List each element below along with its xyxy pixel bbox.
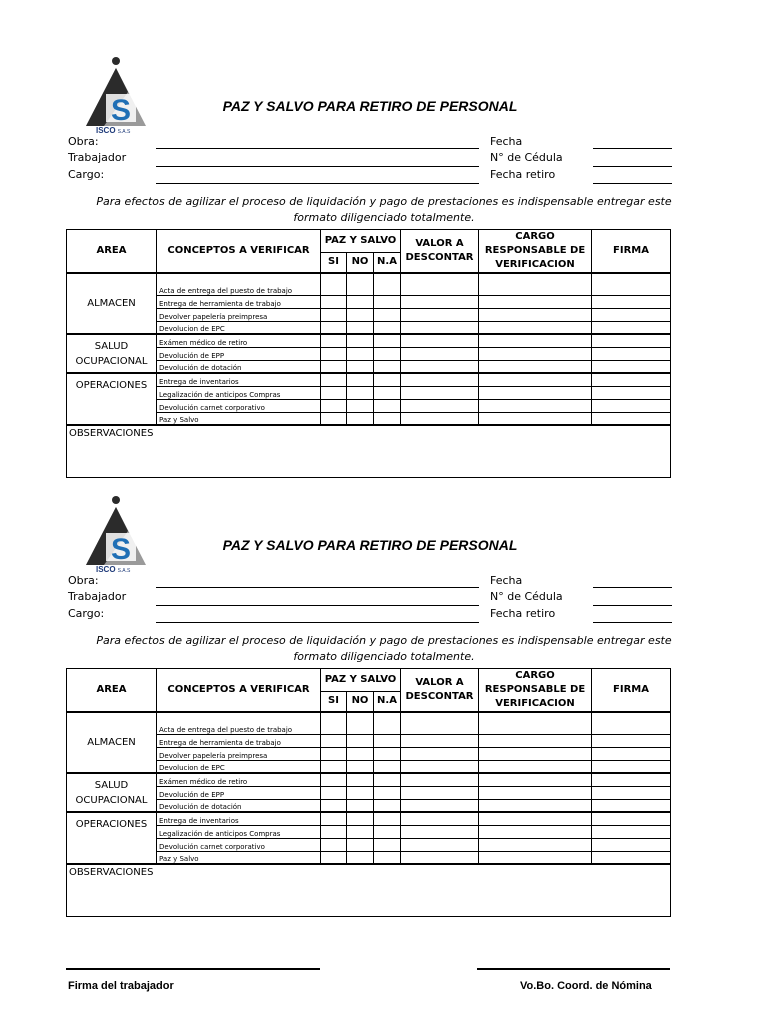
concept-label: Acta de entrega del puesto de trabajo (157, 712, 321, 734)
header-valor-line1: VALOR A (415, 238, 464, 249)
valor-cell[interactable] (401, 747, 479, 760)
payroll-signature-line[interactable] (477, 968, 670, 970)
si-cell[interactable] (321, 712, 347, 734)
na-cell[interactable] (374, 308, 401, 321)
worker-signature-label: Firma del trabajador (68, 980, 174, 992)
area-salud-line2: OCUPACIONAL (75, 355, 148, 367)
si-cell[interactable] (321, 360, 347, 373)
header-firma: FIRMA (592, 669, 671, 713)
cedula-label: N° de Cédula (490, 590, 563, 603)
fecha-input-line[interactable] (593, 587, 672, 588)
cedula-label: N° de Cédula (490, 151, 563, 164)
verification-table (66, 229, 671, 478)
logo-wordmark: ISCO S.A.S (96, 126, 131, 135)
na-cell[interactable] (374, 747, 401, 760)
table-row (67, 851, 671, 864)
table-row (67, 334, 671, 347)
area-almacen: ALMACEN (67, 712, 157, 773)
svg-text:S: S (110, 533, 132, 566)
firma-cell[interactable] (592, 799, 671, 812)
svg-text:S: S (110, 94, 132, 127)
concept-label: Devolución de dotación (157, 799, 321, 812)
no-cell[interactable] (347, 747, 374, 760)
table-row (67, 747, 671, 760)
valor-cell[interactable] (401, 399, 479, 412)
note-line-2: formato diligenciado totalmente. (293, 211, 475, 224)
table-row (67, 412, 671, 425)
valor-cell[interactable] (401, 412, 479, 425)
concept-label: Exámen médico de retiro (157, 334, 321, 347)
firma-cell[interactable] (592, 308, 671, 321)
table-row (67, 360, 671, 373)
cargo-cell[interactable] (479, 386, 592, 399)
header-si: SI (321, 691, 347, 712)
cargo-cell[interactable] (479, 295, 592, 308)
concept-label: Entrega de inventarios (157, 373, 321, 386)
firma-cell[interactable] (592, 334, 671, 347)
firma-cell[interactable] (592, 347, 671, 360)
si-cell[interactable] (321, 734, 347, 747)
table-row (67, 734, 671, 747)
observaciones-box[interactable]: OBSERVACIONES (67, 864, 671, 916)
table-row (67, 347, 671, 360)
header-paz-y-salvo: PAZ Y SALVO (321, 669, 401, 692)
fecha-retiro-input-line[interactable] (593, 622, 672, 623)
valor-cell[interactable] (401, 334, 479, 347)
firma-cell[interactable] (592, 321, 671, 334)
table-row (67, 273, 671, 295)
table-row (67, 712, 671, 734)
no-cell[interactable] (347, 321, 374, 334)
na-cell[interactable] (374, 334, 401, 347)
header-na: N.A (374, 691, 401, 712)
no-cell[interactable] (347, 734, 374, 747)
cargo-cell[interactable] (479, 786, 592, 799)
table-row (67, 399, 671, 412)
cargo-cell[interactable] (479, 373, 592, 386)
header-area: AREA (67, 669, 157, 713)
area-salud-line2: OCUPACIONAL (75, 794, 148, 806)
observaciones-box[interactable]: OBSERVACIONES (67, 425, 671, 477)
cargo-cell[interactable] (479, 360, 592, 373)
valor-cell[interactable] (401, 373, 479, 386)
cargo-cell[interactable] (479, 334, 592, 347)
concept-label: Entrega de herramienta de trabajo (157, 295, 321, 308)
firma-cell[interactable] (592, 295, 671, 308)
header-cargo-line2: RESPONSABLE DE (484, 245, 586, 256)
cargo-input-line[interactable] (156, 183, 479, 184)
no-cell[interactable] (347, 825, 374, 838)
concept-label: Entrega de inventarios (157, 812, 321, 825)
header-cargo-line3: VERIFICACION (495, 259, 575, 270)
header-na: N.A (374, 252, 401, 273)
fecha-retiro-label: Fecha retiro (490, 607, 556, 620)
si-cell[interactable] (321, 838, 347, 851)
na-cell[interactable] (374, 295, 401, 308)
firma-cell[interactable] (592, 851, 671, 864)
obra-input-line[interactable] (156, 587, 479, 588)
firma-cell[interactable] (592, 838, 671, 851)
valor-cell[interactable] (401, 712, 479, 734)
payroll-signature-label: Vo.Bo. Coord. de Nómina (520, 980, 652, 992)
area-operaciones: OPERACIONES (67, 373, 157, 425)
form-title: PAZ Y SALVO PARA RETIRO DE PERSONAL (222, 98, 518, 114)
si-cell[interactable] (321, 812, 347, 825)
valor-cell[interactable] (401, 347, 479, 360)
firma-cell[interactable] (592, 712, 671, 734)
firma-cell[interactable] (592, 386, 671, 399)
na-cell[interactable] (374, 851, 401, 864)
fecha-label: Fecha (490, 574, 523, 587)
concept-label: Entrega de herramienta de trabajo (157, 734, 321, 747)
trabajador-input-line[interactable] (156, 166, 479, 167)
si-cell[interactable] (321, 412, 347, 425)
no-cell[interactable] (347, 386, 374, 399)
firma-cell[interactable] (592, 373, 671, 386)
firma-cell[interactable] (592, 412, 671, 425)
cargo-cell[interactable] (479, 747, 592, 760)
cargo-cell[interactable] (479, 273, 592, 295)
valor-cell[interactable] (401, 838, 479, 851)
no-cell[interactable] (347, 308, 374, 321)
na-cell[interactable] (374, 273, 401, 295)
instructions-note (70, 194, 698, 226)
no-cell[interactable] (347, 412, 374, 425)
header-cargo (479, 669, 592, 713)
concept-label: Paz y Salvo (157, 412, 321, 425)
si-cell[interactable] (321, 347, 347, 360)
si-cell[interactable] (321, 273, 347, 295)
cargo-cell[interactable] (479, 838, 592, 851)
si-cell[interactable] (321, 760, 347, 773)
area-operaciones: OPERACIONES (67, 812, 157, 864)
firma-cell[interactable] (592, 273, 671, 295)
si-cell[interactable] (321, 295, 347, 308)
table-row (67, 812, 671, 825)
paz-y-salvo-form-2 (0, 495, 768, 935)
fecha-retiro-label: Fecha retiro (490, 168, 556, 181)
cargo-cell[interactable] (479, 760, 592, 773)
na-cell[interactable] (374, 838, 401, 851)
logo-wordmark: ISCO S.A.S (96, 565, 131, 574)
firma-cell[interactable] (592, 825, 671, 838)
firma-cell[interactable] (592, 399, 671, 412)
valor-cell[interactable] (401, 773, 479, 786)
table-row (67, 373, 671, 386)
na-cell[interactable] (374, 399, 401, 412)
no-cell[interactable] (347, 334, 374, 347)
table-row (67, 295, 671, 308)
table-row (67, 386, 671, 399)
fecha-retiro-input-line[interactable] (593, 183, 672, 184)
no-cell[interactable] (347, 295, 374, 308)
no-cell[interactable] (347, 712, 374, 734)
valor-cell[interactable] (401, 321, 479, 334)
fecha-label: Fecha (490, 135, 523, 148)
si-cell[interactable] (321, 321, 347, 334)
header-valor (401, 669, 479, 713)
header-cargo (479, 230, 592, 274)
si-cell[interactable] (321, 308, 347, 321)
concept-label: Legalización de anticipos Compras (157, 825, 321, 838)
cargo-input-line[interactable] (156, 622, 479, 623)
header-valor-line1: VALOR A (415, 677, 464, 688)
note-line-1: Para efectos de agilizar el proceso de liquidación y pago de prestaciones es indispensable entregar este (96, 195, 672, 208)
trabajador-label: Trabajador (68, 151, 127, 164)
cargo-cell[interactable] (479, 851, 592, 864)
firma-cell[interactable] (592, 773, 671, 786)
cargo-cell[interactable] (479, 734, 592, 747)
cargo-cell[interactable] (479, 308, 592, 321)
table-row (67, 308, 671, 321)
no-cell[interactable] (347, 786, 374, 799)
header-paz-y-salvo: PAZ Y SALVO (321, 230, 401, 253)
na-cell[interactable] (374, 360, 401, 373)
area-salud-line1: SALUD (94, 340, 129, 352)
firma-cell[interactable] (592, 747, 671, 760)
valor-cell[interactable] (401, 360, 479, 373)
worker-signature-line[interactable] (66, 968, 320, 970)
concept-label: Devolución carnet corporativo (157, 838, 321, 851)
cargo-cell[interactable] (479, 347, 592, 360)
table-row (67, 838, 671, 851)
cargo-cell[interactable] (479, 712, 592, 734)
si-cell[interactable] (321, 334, 347, 347)
valor-cell[interactable] (401, 308, 479, 321)
concept-label: Devolución de dotación (157, 360, 321, 373)
firma-cell[interactable] (592, 812, 671, 825)
header-concepts: CONCEPTOS A VERIFICAR (157, 230, 321, 274)
header-firma: FIRMA (592, 230, 671, 274)
cargo-cell[interactable] (479, 825, 592, 838)
no-cell[interactable] (347, 760, 374, 773)
cargo-cell[interactable] (479, 412, 592, 425)
na-cell[interactable] (374, 773, 401, 786)
no-cell[interactable] (347, 838, 374, 851)
header-cargo-line3: VERIFICACION (495, 698, 575, 709)
no-cell[interactable] (347, 373, 374, 386)
valor-cell[interactable] (401, 825, 479, 838)
valor-cell[interactable] (401, 386, 479, 399)
obra-label: Obra: (68, 135, 99, 148)
si-cell[interactable] (321, 747, 347, 760)
si-cell[interactable] (321, 373, 347, 386)
cargo-cell[interactable] (479, 399, 592, 412)
concept-label: Paz y Salvo (157, 851, 321, 864)
na-cell[interactable] (374, 825, 401, 838)
na-cell[interactable] (374, 347, 401, 360)
concept-label: Acta de entrega del puesto de trabajo (157, 273, 321, 295)
paz-y-salvo-form-1 (0, 56, 768, 496)
concept-label: Devolucion de EPC (157, 760, 321, 773)
na-cell[interactable] (374, 786, 401, 799)
table-row (67, 799, 671, 812)
table-row (67, 825, 671, 838)
instructions-note (70, 633, 698, 665)
note-line-1: Para efectos de agilizar el proceso de liquidación y pago de prestaciones es indispensable entregar este (96, 634, 672, 647)
area-almacen: ALMACEN (67, 273, 157, 334)
valor-cell[interactable] (401, 760, 479, 773)
header-valor-line2: DESCONTAR (405, 691, 474, 702)
header-no: NO (347, 691, 374, 712)
area-salud-ocupacional (67, 773, 157, 812)
si-cell[interactable] (321, 799, 347, 812)
na-cell[interactable] (374, 386, 401, 399)
concept-label: Exámen médico de retiro (157, 773, 321, 786)
obra-input-line[interactable] (156, 148, 479, 149)
obra-label: Obra: (68, 574, 99, 587)
valor-cell[interactable] (401, 799, 479, 812)
cargo-cell[interactable] (479, 799, 592, 812)
na-cell[interactable] (374, 412, 401, 425)
form-title: PAZ Y SALVO PARA RETIRO DE PERSONAL (222, 537, 518, 553)
valor-cell[interactable] (401, 295, 479, 308)
firma-cell[interactable] (592, 786, 671, 799)
header-si: SI (321, 252, 347, 273)
header-cargo-line1: CARGO (515, 231, 555, 242)
si-cell[interactable] (321, 386, 347, 399)
cargo-label: Cargo: (68, 607, 105, 620)
na-cell[interactable] (374, 812, 401, 825)
concept-label: Legalización de anticipos Compras (157, 386, 321, 399)
concept-label: Devolución de EPP (157, 347, 321, 360)
trabajador-input-line[interactable] (156, 605, 479, 606)
si-cell[interactable] (321, 773, 347, 786)
no-cell[interactable] (347, 851, 374, 864)
trabajador-label: Trabajador (68, 590, 127, 603)
no-cell[interactable] (347, 812, 374, 825)
na-cell[interactable] (374, 799, 401, 812)
cargo-cell[interactable] (479, 812, 592, 825)
valor-cell[interactable] (401, 734, 479, 747)
valor-cell[interactable] (401, 851, 479, 864)
na-cell[interactable] (374, 734, 401, 747)
no-cell[interactable] (347, 799, 374, 812)
no-cell[interactable] (347, 399, 374, 412)
concept-label: Devolución de EPP (157, 786, 321, 799)
header-valor (401, 230, 479, 274)
valor-cell[interactable] (401, 786, 479, 799)
valor-cell[interactable] (401, 812, 479, 825)
cargo-cell[interactable] (479, 321, 592, 334)
concept-label: Devolver papelería preimpresa (157, 308, 321, 321)
cargo-cell[interactable] (479, 773, 592, 786)
header-cargo-line1: CARGO (515, 670, 555, 681)
verification-table (66, 668, 671, 917)
concept-label: Devolución carnet corporativo (157, 399, 321, 412)
si-cell[interactable] (321, 399, 347, 412)
si-cell[interactable] (321, 825, 347, 838)
area-salud-ocupacional (67, 334, 157, 373)
na-cell[interactable] (374, 760, 401, 773)
firma-cell[interactable] (592, 760, 671, 773)
table-row (67, 773, 671, 786)
na-cell[interactable] (374, 321, 401, 334)
header-cargo-line2: RESPONSABLE DE (484, 684, 586, 695)
si-cell[interactable] (321, 786, 347, 799)
si-cell[interactable] (321, 851, 347, 864)
table-row (67, 321, 671, 334)
cedula-input-line[interactable] (593, 166, 672, 167)
concept-label: Devolucion de EPC (157, 321, 321, 334)
firma-cell[interactable] (592, 360, 671, 373)
cargo-label: Cargo: (68, 168, 105, 181)
header-no: NO (347, 252, 374, 273)
na-cell[interactable] (374, 712, 401, 734)
cedula-input-line[interactable] (593, 605, 672, 606)
area-salud-line1: SALUD (94, 779, 129, 791)
note-line-2: formato diligenciado totalmente. (293, 650, 475, 663)
fecha-input-line[interactable] (593, 148, 672, 149)
no-cell[interactable] (347, 360, 374, 373)
no-cell[interactable] (347, 273, 374, 295)
table-row (67, 760, 671, 773)
header-valor-line2: DESCONTAR (405, 252, 474, 263)
firma-cell[interactable] (592, 734, 671, 747)
no-cell[interactable] (347, 347, 374, 360)
concept-label: Devolver papelería preimpresa (157, 747, 321, 760)
table-row (67, 786, 671, 799)
no-cell[interactable] (347, 773, 374, 786)
na-cell[interactable] (374, 373, 401, 386)
header-concepts: CONCEPTOS A VERIFICAR (157, 669, 321, 713)
header-area: AREA (67, 230, 157, 274)
valor-cell[interactable] (401, 273, 479, 295)
